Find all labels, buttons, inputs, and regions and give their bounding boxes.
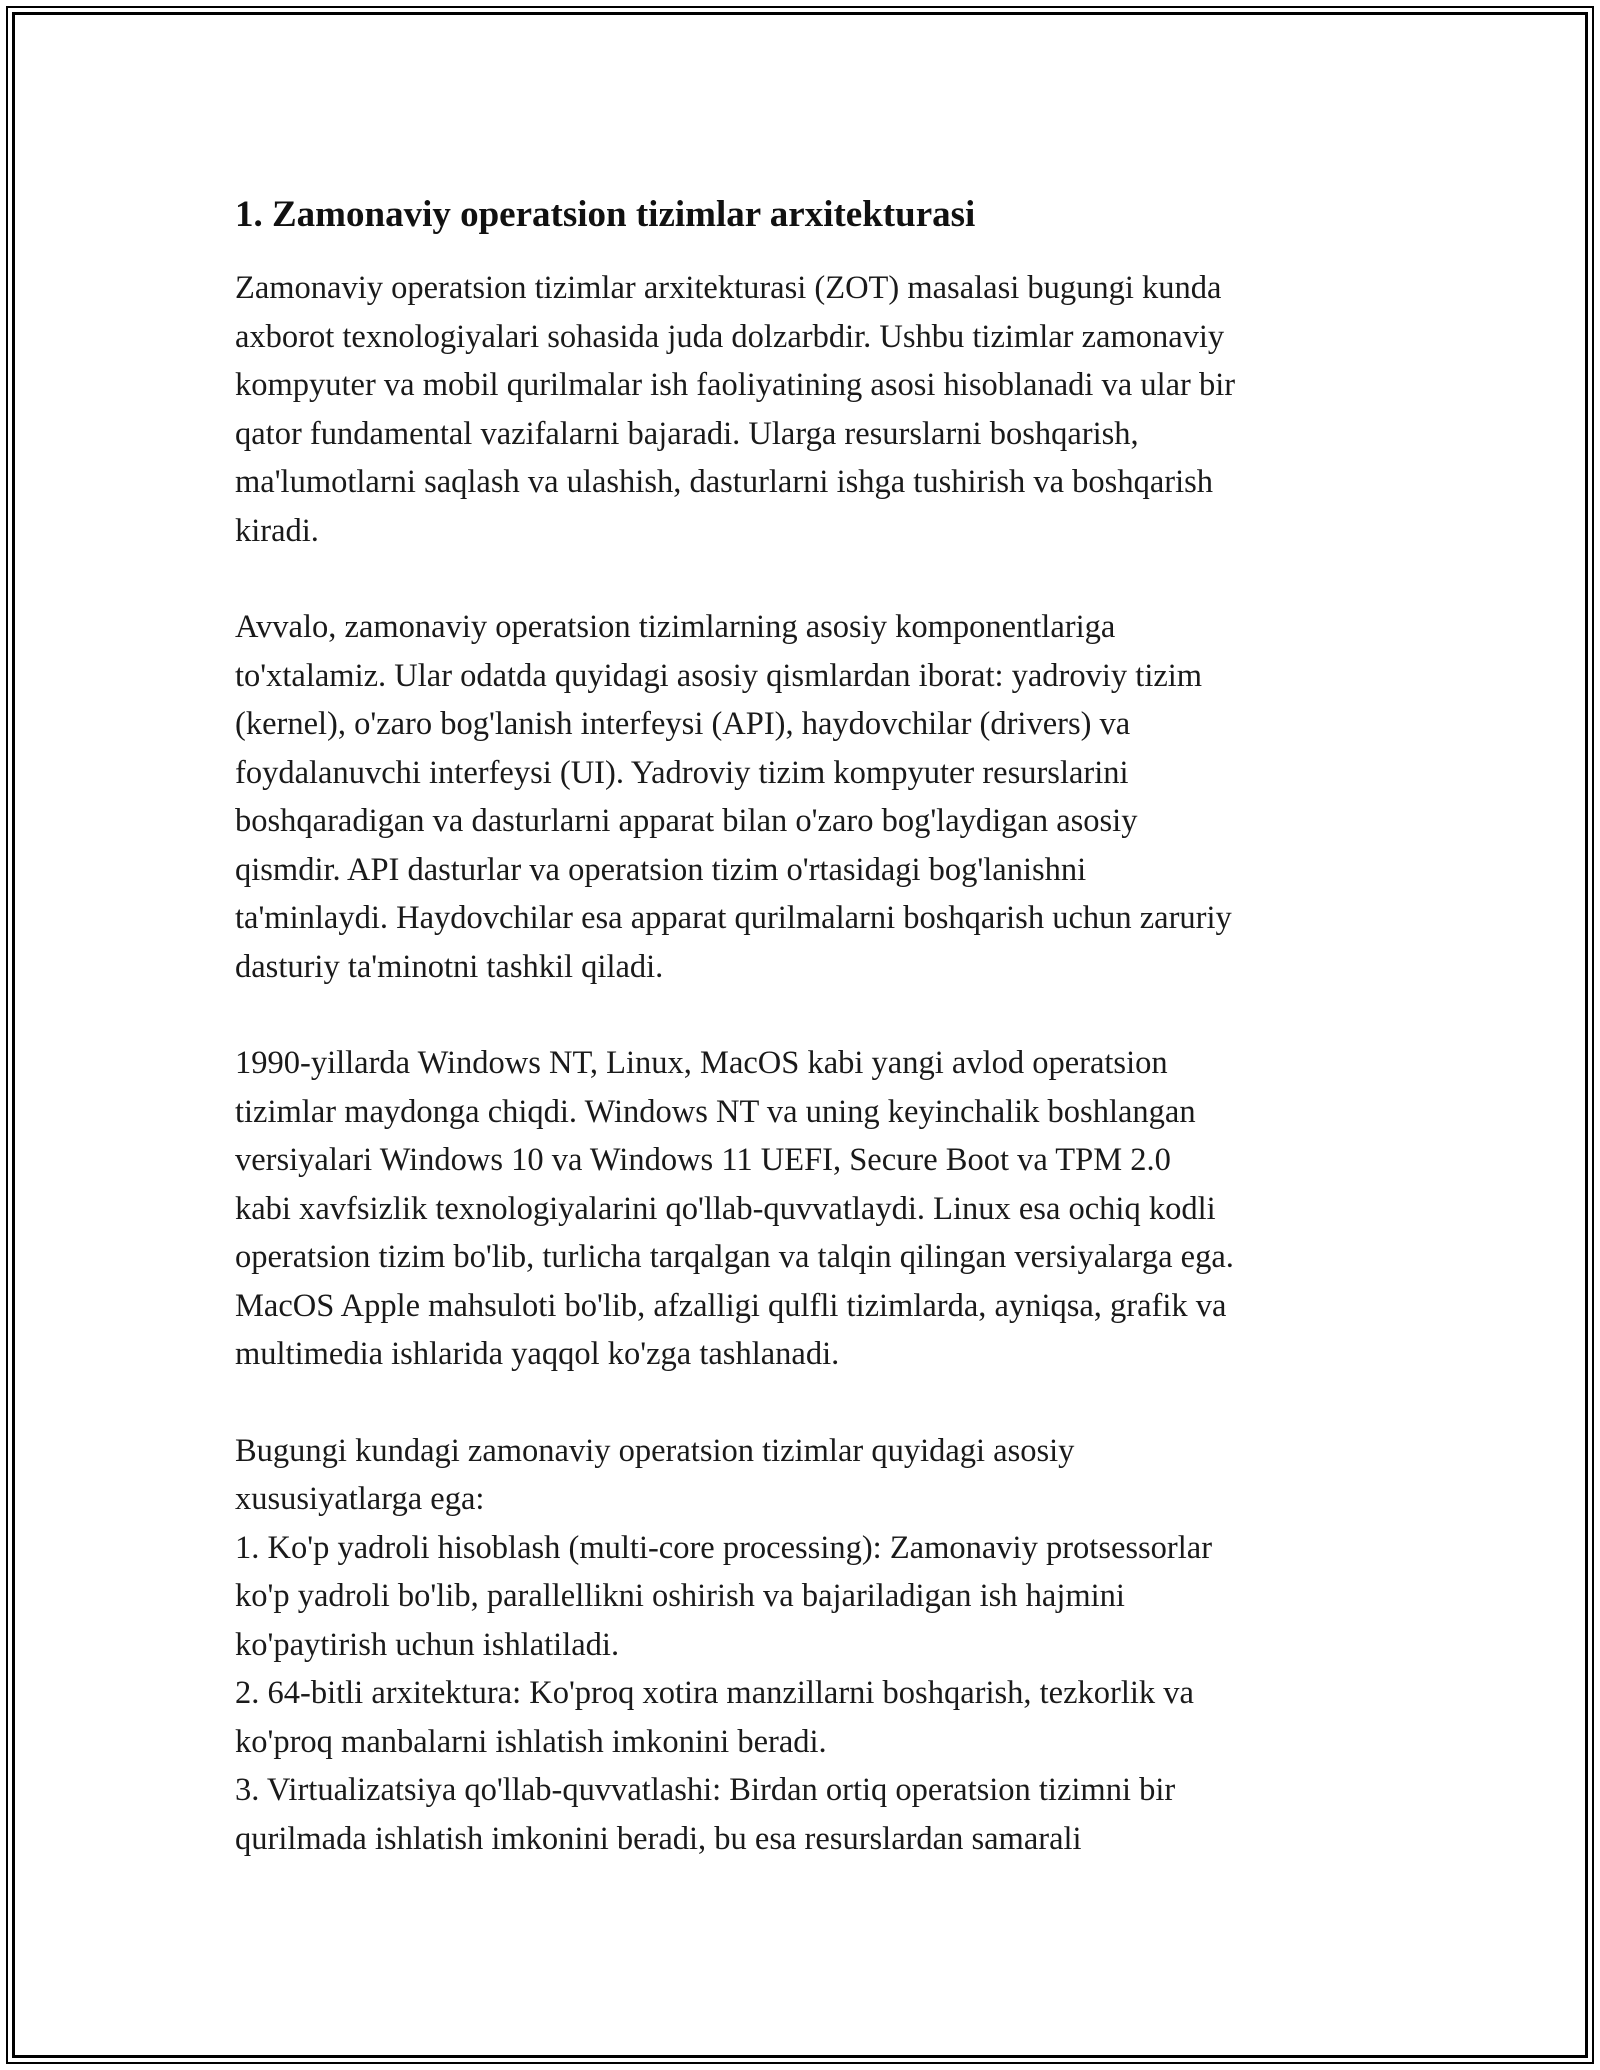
list-item-line: 1. Ko'p yadroli hisoblash (multi-core processing): Zamonaviy protsessorlar xyxy=(235,1529,1213,1566)
text-line: multimedia ishlarida yaqqol ko'zga tashlanadi. xyxy=(235,1336,840,1372)
paragraph-features xyxy=(235,1427,1380,1864)
text-line: qator fundamental vazifalarni bajaradi. Ularga resurslarni boshqarish, xyxy=(235,415,1139,452)
text-line: Avvalo, zamonaviy operatsion tizimlarning asosiy komponentlariga xyxy=(235,609,1116,645)
list-item-line: ko'proq manbalarni ishlatish imkonini beradi. xyxy=(235,1723,827,1760)
text-line: qismdir. API dasturlar va operatsion tizim o'rtasidagi bog'lanishni xyxy=(235,851,1087,888)
list-item-line: qurilmada ishlatish imkonini beradi, bu esa resurslardan samarali xyxy=(235,1820,1082,1857)
paragraph-history xyxy=(235,1039,1380,1379)
text-line: MacOS Apple mahsuloti bo'lib, afzalligi qulfli tizimlarda, ayniqsa, grafik va xyxy=(235,1287,1227,1324)
list-item-line: ko'paytirish uchun ishlatiladi. xyxy=(235,1626,620,1663)
text-line: dasturiy ta'minotni tashkil qiladi. xyxy=(235,948,664,985)
text-line: kiradi. xyxy=(235,512,319,549)
text-line: kompyuter va mobil qurilmalar ish faoliyatining asosi hisoblanadi va ular bir xyxy=(235,367,1236,403)
text-line: Zamonaviy operatsion tizimlar arxitekturasi (ZOT) masalasi bugungi kunda xyxy=(235,270,1222,306)
text-line: 1990-yillarda Windows NT, Linux, MacOS kabi yangi avlod operatsion xyxy=(235,1045,1168,1081)
text-line: kabi xavfsizlik texnologiyalarini qo'llab-quvvatlaydi. Linux esa ochiq kodli xyxy=(235,1190,1216,1227)
text-line: to'xtalamiz. Ular odatda quyidagi asosiy qismlardan iborat: yadroviy tizim xyxy=(235,657,1203,694)
document-body xyxy=(235,190,1380,1863)
text-line: axborot texnologiyalari sohasida juda dolzarbdir. Ushbu tizimlar zamonaviy xyxy=(235,318,1225,355)
paragraph-intro xyxy=(235,264,1380,555)
text-line: operatsion tizim bo'lib, turlicha tarqalgan va talqin qilingan versiyalarga ega. xyxy=(235,1239,1234,1275)
document-title: 1. Zamonaviy operatsion tizimlar arxitekturasi xyxy=(235,194,976,235)
list-item-line: 3. Virtualizatsiya qo'llab-quvvatlashi: Birdan ortiq operatsion tizimni bir xyxy=(235,1772,1176,1808)
list-item-line: 2. 64-bitli arxitektura: Ko'proq xotira manzillarni boshqarish, tezkorlik va xyxy=(235,1675,1194,1711)
text-line: versiyalari Windows 10 va Windows 11 UEFI, Secure Boot va TPM 2.0 xyxy=(235,1142,1171,1178)
text-line: (kernel), o'zaro bog'lanish interfeysi (API), haydovchilar (drivers) va xyxy=(235,706,1131,742)
text-line: tizimlar maydonga chiqdi. Windows NT va uning keyinchalik boshlangan xyxy=(235,1093,1196,1130)
text-line: ta'minlaydi. Haydovchilar esa apparat qurilmalarni boshqarish uchun zaruriy xyxy=(235,900,1232,936)
text-line: boshqaradigan va dasturlarni apparat bilan o'zaro bog'laydigan asosiy xyxy=(235,803,1138,839)
text-line: xususiyatlarga ega: xyxy=(235,1481,485,1517)
text-line: Bugungi kundagi zamonaviy operatsion tizimlar quyidagi asosiy xyxy=(235,1432,1075,1469)
text-line: foydalanuvchi interfeysi (UI). Yadroviy tizim kompyuter resurslarini xyxy=(235,754,1129,791)
list-item-line: ko'p yadroli bo'lib, parallellikni oshirish va bajariladigan ish hajmini xyxy=(235,1578,1125,1614)
text-line: ma'lumotlarni saqlash va ulashish, dasturlarni ishga tushirish va boshqarish xyxy=(235,464,1213,500)
paragraph-components xyxy=(235,603,1380,991)
